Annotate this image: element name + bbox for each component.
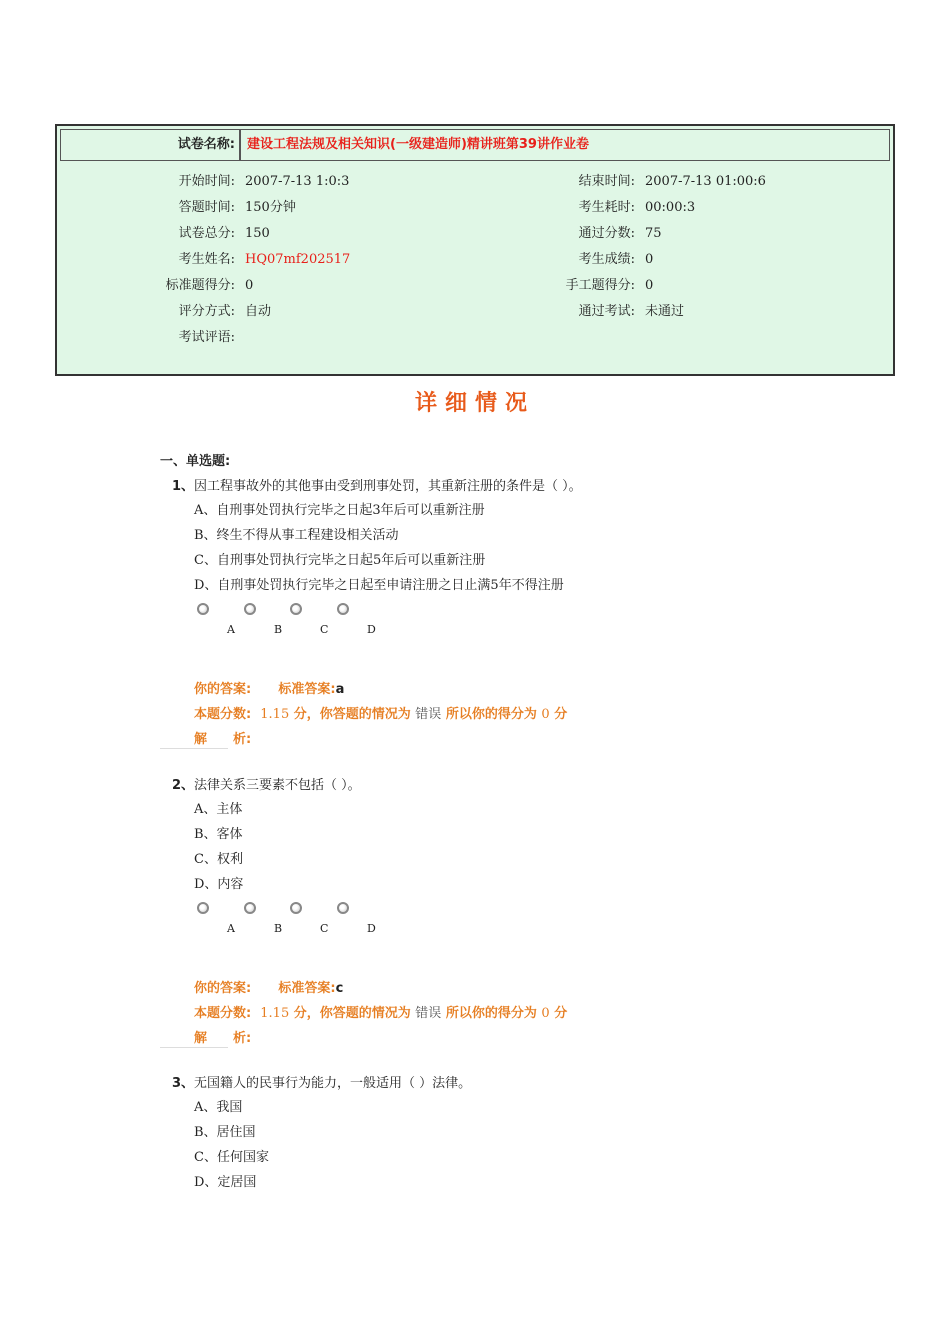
analysis-label: 解 析: bbox=[194, 1031, 252, 1046]
question-number: 3、 bbox=[172, 1076, 195, 1091]
result-value: 0 bbox=[541, 1006, 550, 1021]
result-unit: 分 bbox=[554, 707, 568, 722]
radio-label-c: C bbox=[320, 623, 329, 636]
radio-c[interactable] bbox=[290, 902, 302, 914]
section-title: 一、单选题: bbox=[160, 454, 231, 469]
option-a: A、我国 bbox=[194, 1100, 243, 1115]
comment-label: 考试评语: bbox=[178, 330, 235, 345]
pass-status-label: 通过考试: bbox=[578, 304, 635, 319]
total-score-label: 试卷总分: bbox=[178, 226, 235, 241]
candidate-name-value: HQ07mf202517 bbox=[245, 252, 351, 267]
standard-score-label: 标准题得分: bbox=[165, 278, 235, 293]
std-answer-label: 标准答案: bbox=[278, 981, 336, 996]
exam-title-row bbox=[60, 129, 890, 161]
start-time-label: 开始时间: bbox=[178, 174, 235, 189]
result-text: 所以你的得分为 bbox=[445, 1006, 537, 1021]
radio-label-a: A bbox=[227, 922, 235, 935]
radio-b[interactable] bbox=[244, 603, 256, 615]
radio-a[interactable] bbox=[197, 603, 209, 615]
end-time-value: 2007-7-13 01:00:6 bbox=[645, 174, 766, 189]
option-b: B、客体 bbox=[194, 827, 243, 842]
option-a: A、自刑事处罚执行完毕之日起3年后可以重新注册 bbox=[194, 503, 485, 518]
answer-line bbox=[194, 678, 344, 697]
time-used-label: 考生耗时: bbox=[578, 200, 635, 215]
manual-score-label: 手工题得分: bbox=[565, 278, 635, 293]
score-line bbox=[194, 1002, 567, 1021]
details-heading: 详细情况 bbox=[414, 391, 535, 416]
your-answer-label: 你的答案: bbox=[194, 981, 252, 996]
duration-label: 答题时间: bbox=[178, 200, 235, 215]
radio-d[interactable] bbox=[337, 902, 349, 914]
option-d: D、定居国 bbox=[194, 1175, 257, 1190]
score-line bbox=[194, 703, 567, 722]
option-a: A、主体 bbox=[194, 802, 243, 817]
divider bbox=[160, 1047, 228, 1048]
divider bbox=[160, 748, 228, 749]
option-c: C、任何国家 bbox=[194, 1150, 269, 1165]
score-mid: 分，你答题的情况为 bbox=[293, 1006, 411, 1021]
radio-d[interactable] bbox=[337, 603, 349, 615]
question-text: 无国籍人的民事行为能力，一般适用（ ）法律。 bbox=[194, 1076, 472, 1091]
status-text: 错误 bbox=[415, 707, 442, 722]
std-answer-value: c bbox=[335, 981, 344, 996]
score-label: 本题分数: bbox=[194, 1006, 252, 1021]
radio-b[interactable] bbox=[244, 902, 256, 914]
radio-label-c: C bbox=[320, 922, 329, 935]
question-number: 2、 bbox=[172, 778, 195, 793]
grading-method-value: 自动 bbox=[245, 304, 272, 319]
candidate-score-value: 0 bbox=[645, 252, 654, 267]
radio-label-d: D bbox=[367, 623, 376, 636]
option-b: B、居住国 bbox=[194, 1125, 256, 1140]
result-text: 所以你的得分为 bbox=[445, 707, 537, 722]
score-value: 1.15 bbox=[260, 707, 290, 722]
result-value: 0 bbox=[541, 707, 550, 722]
score-value: 1.15 bbox=[260, 1006, 290, 1021]
candidate-score-label: 考生成绩: bbox=[578, 252, 635, 267]
std-answer-value: a bbox=[335, 682, 345, 697]
option-c: C、自刑事处罚执行完毕之日起5年后可以重新注册 bbox=[194, 553, 486, 568]
radio-a[interactable] bbox=[197, 902, 209, 914]
pass-status-value: 未通过 bbox=[645, 304, 685, 319]
status-text: 错误 bbox=[415, 1006, 442, 1021]
analysis-label: 解 析: bbox=[194, 732, 252, 747]
question-number: 1、 bbox=[172, 479, 195, 494]
option-d: D、内容 bbox=[194, 877, 244, 892]
total-score-value: 150 bbox=[245, 226, 270, 241]
pass-score-label: 通过分数: bbox=[578, 226, 635, 241]
grading-method-label: 评分方式: bbox=[178, 304, 235, 319]
end-time-label: 结束时间: bbox=[578, 174, 635, 189]
exam-name-value: 建设工程法规及相关知识(一级建造师)精讲班第39讲作业卷 bbox=[247, 137, 589, 152]
score-mid: 分，你答题的情况为 bbox=[293, 707, 411, 722]
standard-score-value: 0 bbox=[245, 278, 254, 293]
question-text: 法律关系三要素不包括（ ）。 bbox=[194, 778, 361, 793]
exam-name-label: 试卷名称: bbox=[61, 130, 241, 160]
pass-score-value: 75 bbox=[645, 226, 662, 241]
radio-c[interactable] bbox=[290, 603, 302, 615]
result-unit: 分 bbox=[554, 1006, 568, 1021]
start-time-value: 2007-7-13 1:0:3 bbox=[245, 174, 350, 189]
option-c: C、权利 bbox=[194, 852, 243, 867]
your-answer-label: 你的答案: bbox=[194, 682, 252, 697]
time-used-value: 00:00:3 bbox=[645, 200, 696, 215]
radio-label-b: B bbox=[274, 623, 283, 636]
option-d: D、自刑事处罚执行完毕之日起至申请注册之日止满5年不得注册 bbox=[194, 578, 564, 593]
exam-info-panel bbox=[55, 124, 895, 376]
score-label: 本题分数: bbox=[194, 707, 252, 722]
question-text: 因工程事故外的其他事由受到刑事处罚，其重新注册的条件是（ ）。 bbox=[194, 479, 582, 494]
candidate-name-label: 考生姓名: bbox=[178, 252, 235, 267]
std-answer-label: 标准答案: bbox=[278, 682, 336, 697]
option-b: B、终生不得从事工程建设相关活动 bbox=[194, 528, 399, 543]
radio-label-d: D bbox=[367, 922, 376, 935]
radio-label-a: A bbox=[227, 623, 235, 636]
answer-line bbox=[194, 977, 343, 996]
manual-score-value: 0 bbox=[645, 278, 654, 293]
duration-value: 150分钟 bbox=[245, 200, 296, 215]
radio-label-b: B bbox=[274, 922, 283, 935]
